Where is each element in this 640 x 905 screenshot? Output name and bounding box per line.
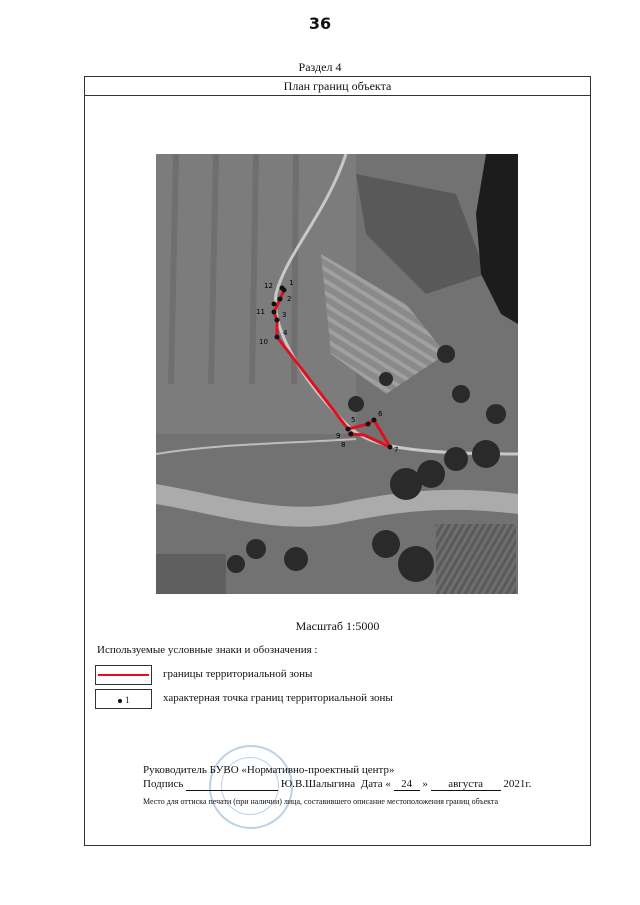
boundary-line-symbol — [98, 674, 149, 676]
map-scale: Масштаб 1:5000 — [295, 619, 380, 633]
point-label: 8 — [341, 441, 346, 449]
date-year: 2021г. — [503, 778, 532, 790]
sign-label: Подпись — [143, 778, 184, 790]
point-label: 1 — [289, 279, 294, 287]
date-month: августа — [431, 778, 501, 791]
aerial-map — [156, 154, 518, 594]
boundary-point-3 — [272, 310, 277, 315]
boundary-point-7 — [388, 445, 393, 450]
signature-line — [143, 778, 531, 791]
date-day-close: » — [422, 778, 428, 790]
point-dot-icon — [118, 699, 122, 703]
point-label: 5 — [351, 416, 356, 424]
frame-title: План границ объекта — [85, 77, 590, 96]
section-label: Раздел 4 — [298, 60, 342, 74]
point-label: 11 — [256, 308, 265, 316]
boundary-point-9 — [346, 427, 351, 432]
legend-text: границы территориальной зоны — [163, 668, 313, 680]
signature-head: Руководитель БУВО «Нормативно-проектный центр» — [143, 764, 395, 776]
point-label: 10 — [259, 338, 268, 346]
boundary-point-11 — [272, 302, 277, 307]
point-label: 2 — [287, 295, 292, 303]
point-label: 9 — [336, 432, 341, 440]
boundary-point-2 — [278, 297, 283, 302]
legend-symbol-boundary — [95, 665, 152, 685]
point-label: 12 — [264, 282, 273, 290]
legend-text: характерная точка границ территориальной зоны — [163, 692, 393, 704]
signer-name: Ю.В.Шалыгина — [280, 778, 356, 790]
boundary-point-5 — [366, 422, 371, 427]
boundary-point-6 — [372, 418, 377, 423]
point-label: 3 — [282, 311, 287, 319]
point-label: 4 — [283, 329, 288, 337]
legend-title: Используемые условные знаки и обозначения : — [97, 644, 318, 656]
legend-item-point — [95, 689, 575, 709]
stamp-note: Место для оттиска печати (при наличии) лица, составившего описание местоположения границ объекта — [143, 797, 499, 806]
aerial-map-image — [156, 154, 518, 594]
point-symbol: 1 — [118, 695, 130, 705]
date-label: Дата « — [360, 778, 391, 790]
point-label: 6 — [378, 410, 383, 418]
date-day: 24 — [394, 778, 420, 791]
page-number: 36 — [308, 14, 332, 33]
signature-field — [186, 778, 278, 791]
boundary-point-8 — [349, 432, 354, 437]
legend-item-boundary — [95, 665, 575, 685]
legend-symbol-point — [95, 689, 152, 709]
boundary-point-10 — [275, 318, 280, 323]
boundary-point-12 — [280, 286, 285, 291]
point-label: 7 — [394, 446, 399, 454]
boundary-point-4 — [275, 335, 280, 340]
plan-frame — [84, 76, 591, 846]
